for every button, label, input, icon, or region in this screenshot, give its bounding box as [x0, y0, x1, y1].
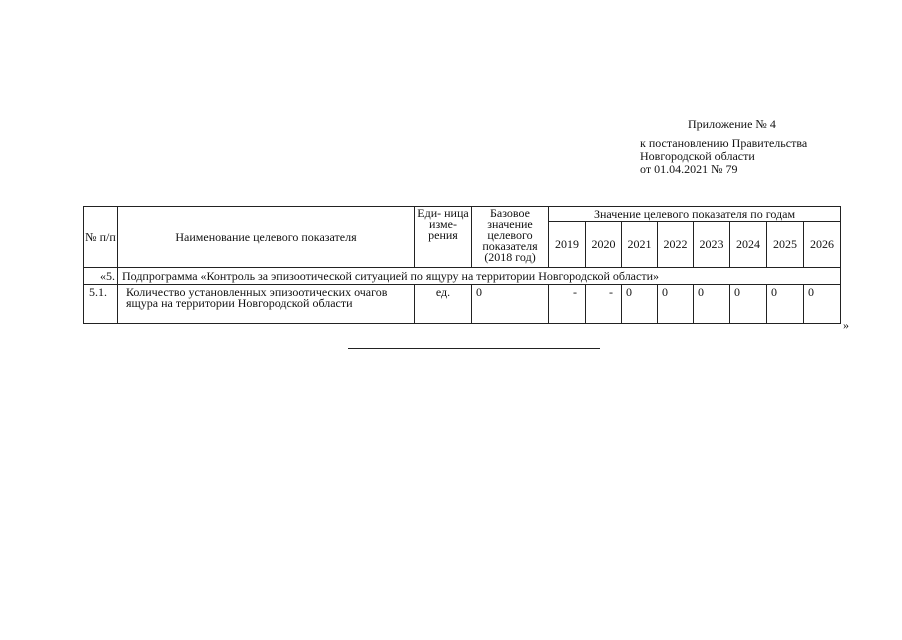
header-year: 2019: [549, 222, 586, 268]
header-row-top: [84, 207, 841, 222]
separator-line: [348, 348, 600, 349]
appendix-line-decree: к постановлению Правительства: [640, 136, 808, 150]
header-year: 2021: [622, 222, 658, 268]
subprogram-row: [84, 268, 841, 285]
row-unit: ед.: [415, 285, 472, 324]
subprogram-title: Подпрограмма «Контроль за эпизоотической ситуацией по ящуру на территории Новгородской области»: [118, 268, 841, 285]
header-year: 2024: [730, 222, 767, 268]
appendix-header: [640, 118, 890, 176]
row-value-2020: -: [586, 285, 622, 324]
header-unit: Еди- ница изме- рения: [415, 207, 472, 268]
row-value-2019: -: [549, 285, 586, 324]
row-indicator-name: Количество установленных эпизоотических очагов ящура на территории Новгородской области: [118, 285, 415, 324]
header-year: 2022: [658, 222, 694, 268]
row-value-2024: 0: [730, 285, 767, 324]
table-row: [84, 285, 841, 324]
row-value-2025: 0: [767, 285, 804, 324]
row-value-2023: 0: [694, 285, 730, 324]
header-years-group: Значение целевого показателя по годам: [549, 207, 841, 222]
header-name: Наименование целевого показателя: [118, 207, 415, 268]
row-value-2021: 0: [622, 285, 658, 324]
row-value-2026: 0: [804, 285, 841, 324]
header-year: 2025: [767, 222, 804, 268]
row-base-value: 0: [472, 285, 549, 324]
header-number: № п/п: [84, 207, 118, 268]
row-number: 5.1.: [84, 285, 118, 324]
indicators-table: [83, 206, 841, 324]
appendix-title: Приложение № 4: [688, 117, 776, 131]
header-base-value: Базовое значение целевого показателя (2018 год): [472, 207, 549, 268]
row-value-2022: 0: [658, 285, 694, 324]
appendix-line-date: от 01.04.2021 № 79: [640, 162, 738, 176]
header-year: 2026: [804, 222, 841, 268]
subprogram-number: «5.: [84, 268, 118, 285]
appendix-line-region: Новгородской области: [640, 149, 755, 163]
header-year: 2020: [586, 222, 622, 268]
header-year: 2023: [694, 222, 730, 268]
closing-quote: »: [843, 318, 849, 332]
